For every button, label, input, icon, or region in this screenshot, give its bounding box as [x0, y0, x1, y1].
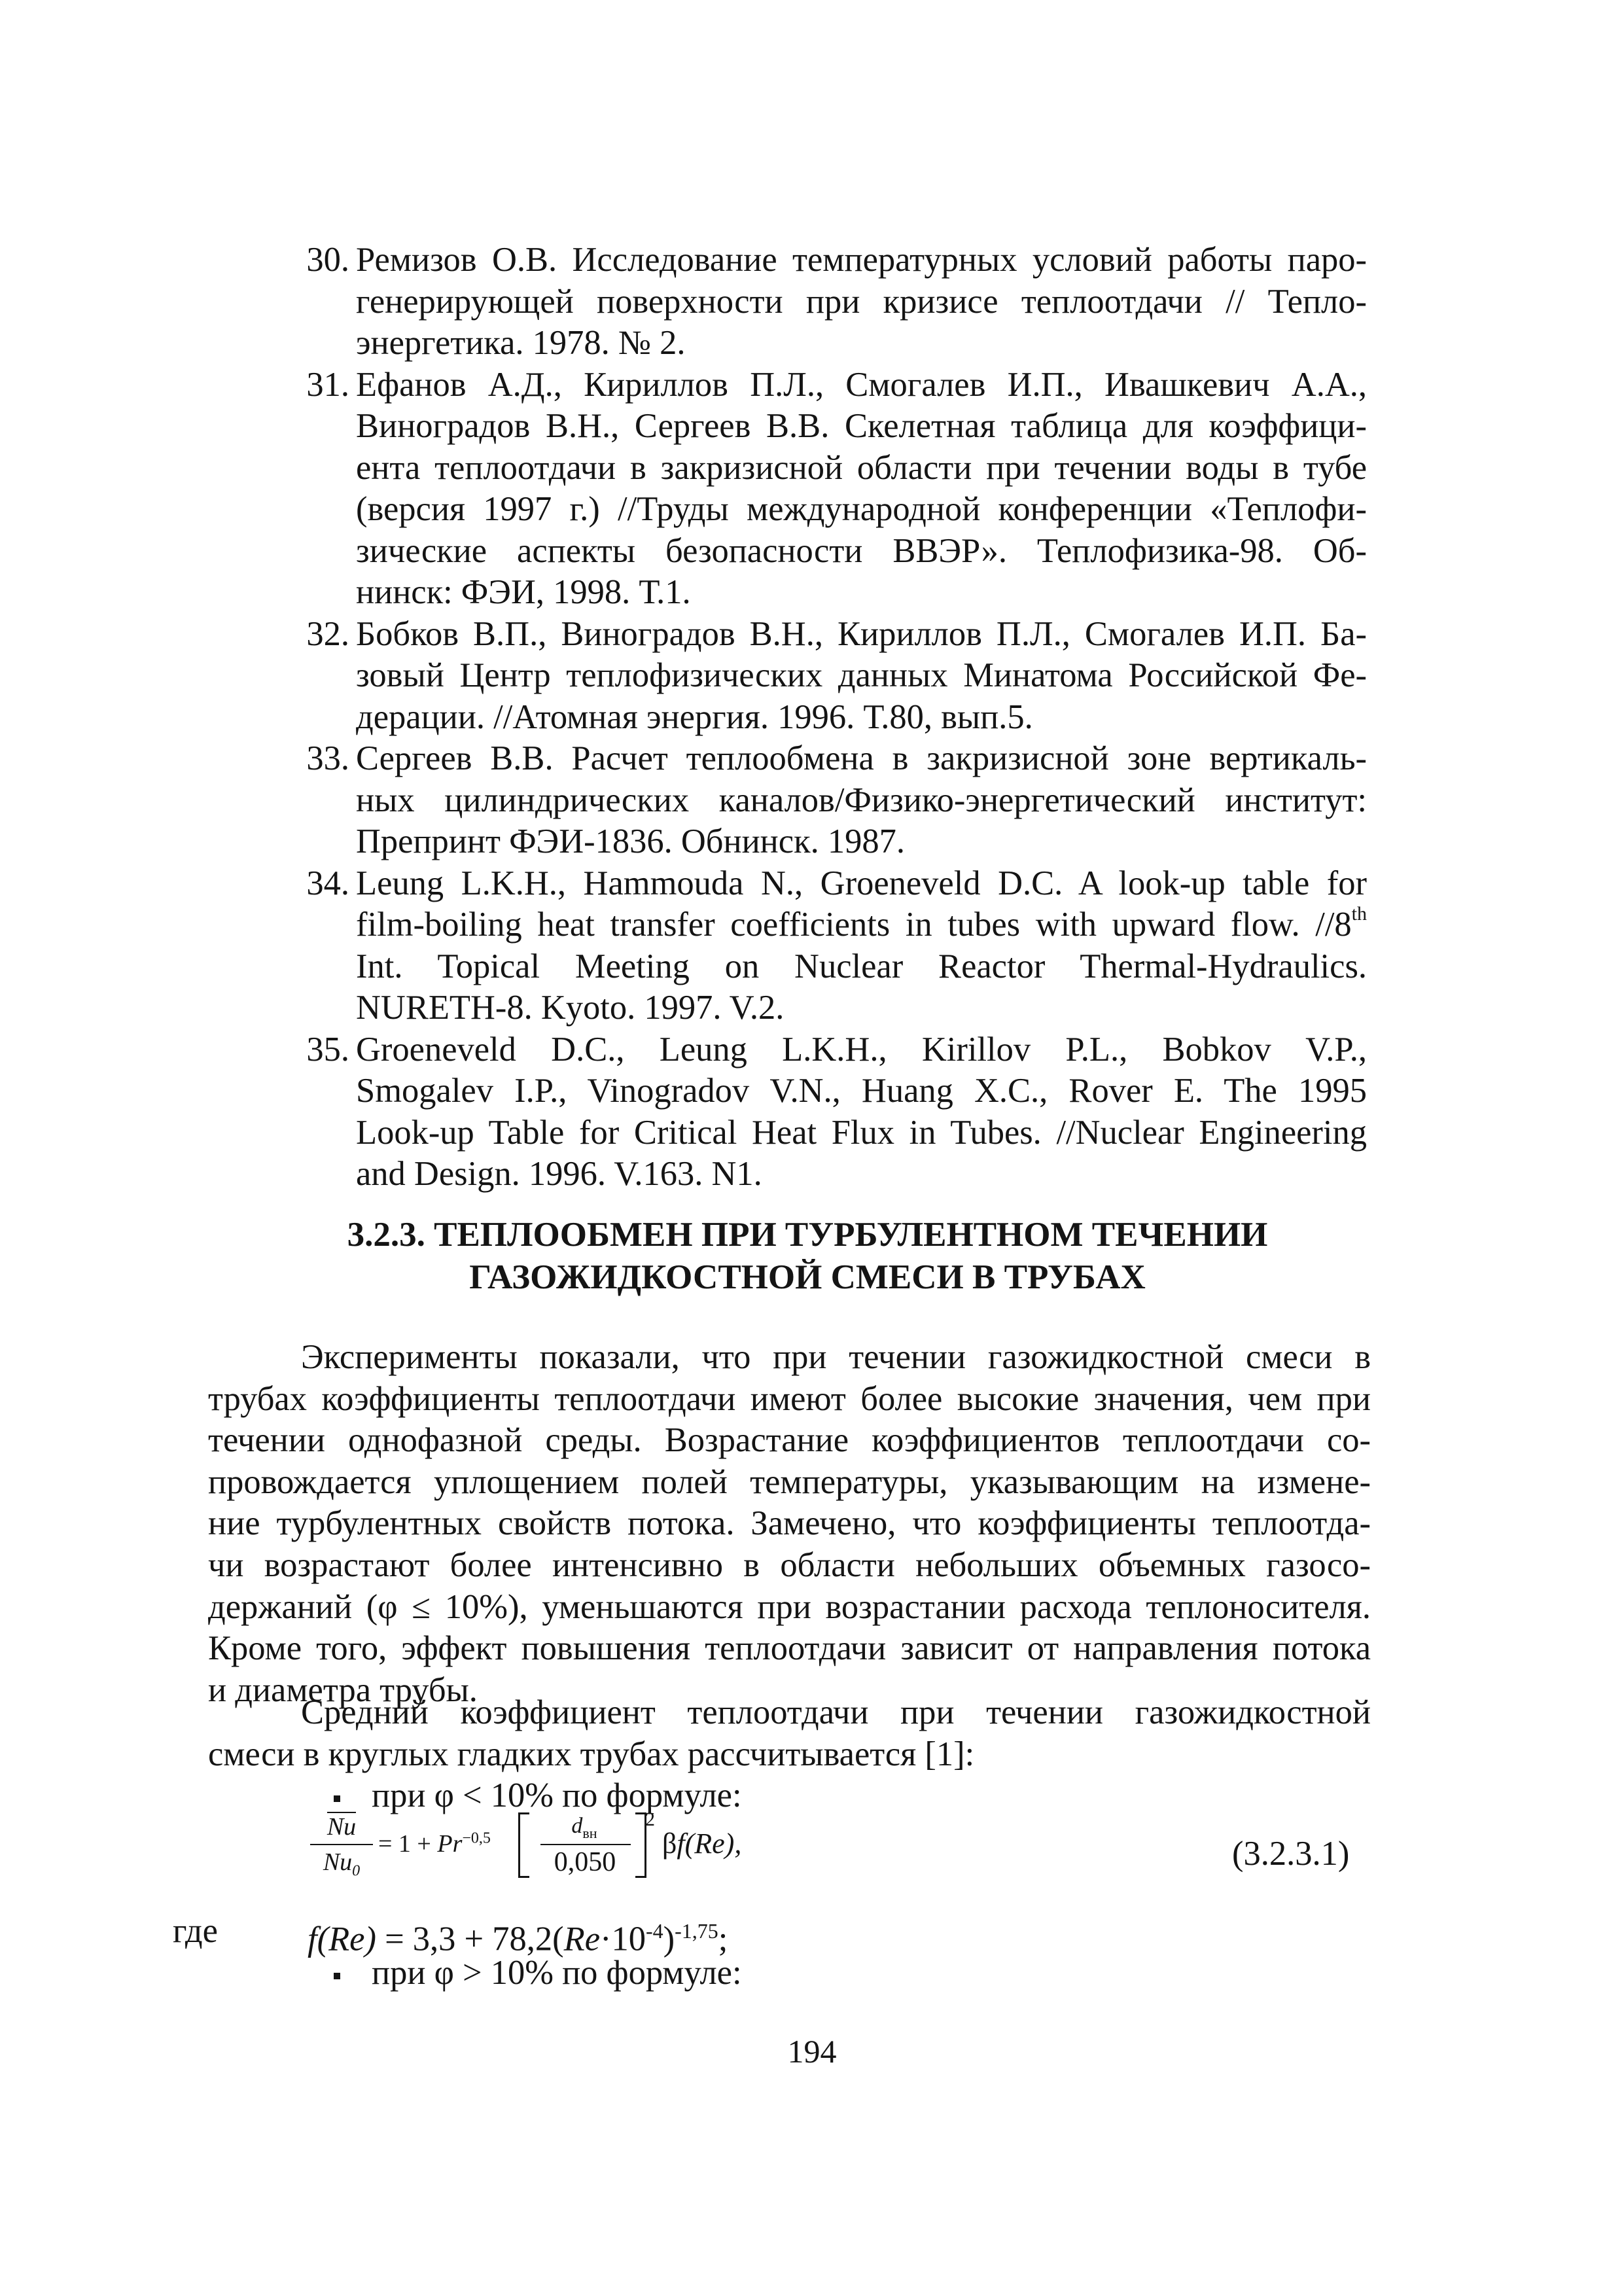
reference-number: 32. [306, 614, 349, 653]
reference-line: Ефанов А.Д., Кириллов П.Л., Смогалев И.П., Ивашкевич А.А., [356, 365, 1367, 404]
formula-3-2-3-1 [310, 1809, 1370, 1898]
reference-number: 33. [306, 739, 349, 777]
reference-line: Препринт ФЭИ-1836. Обнинск. 1987. [356, 822, 905, 860]
expr-part: ; [718, 1920, 728, 1958]
fraction-denominator [310, 1848, 373, 1886]
reference-line: Leung L.K.H., Hammouda N., Groeneveld D.C. A look-up table for [356, 864, 1367, 902]
reference-line: Look-up Table for Critical Heat Flux in Tubes. //Nuclear Engineering [356, 1113, 1367, 1152]
reference-line: and Design. 1996. V.163. N1. [356, 1155, 762, 1193]
bullet-item [334, 1775, 742, 1817]
reference-line: (версия 1997 г.) //Труды международной конференции «Теплофи- [356, 490, 1367, 528]
reference-line: зические аспекты безопасности ВВЭР». Теплофизика-98. Об- [356, 531, 1367, 570]
reference-list [245, 239, 1370, 1195]
function-definition: f(Re) [308, 1920, 376, 1958]
prandtl-exponent: −0,5 [462, 1829, 491, 1847]
reference-line: Сергеев В.В. Расчет теплообмена в закризисной зоне вертикаль- [356, 739, 1367, 777]
reference-line: NURETH-8. Kyoto. 1997. V.2. [356, 989, 785, 1027]
reference-line: Ремизов О.В. Исследование температурных условий работы паро- [356, 241, 1367, 279]
bullet-text: при φ < 10% по формуле: [372, 1776, 742, 1814]
reference-line: нинск: ФЭИ, 1998. Т.1. [356, 573, 691, 611]
prandtl-symbol: Pr [437, 1830, 463, 1858]
formula-tail [662, 1827, 741, 1860]
bracket-numerator [535, 1814, 633, 1842]
paragraph-line: Эксперименты показали, что при течении газожидкостной смеси в [301, 1338, 1371, 1376]
diameter-subscript: вн [582, 1824, 597, 1841]
reference-line: зовый Центр теплофизических данных Минатома Российской Фе- [356, 656, 1367, 694]
where-label: где [173, 1912, 218, 1950]
page-number: 194 [787, 2033, 837, 2070]
reference-line: энергетика. 1978. № 2. [356, 324, 686, 362]
reference-line: Виноградов В.Н., Сергеев В.В. Скелетная таблица для коэффици- [356, 407, 1367, 445]
section-heading [245, 1214, 1370, 1299]
reference-number: 30. [306, 241, 349, 279]
paragraph-line: течении однофазной среды. Возрастание коэффициентов теплоотдачи со- [208, 1421, 1371, 1460]
reference-line: дерации. //Атомная энергия. 1996. Т.80, вып.5. [356, 698, 1033, 736]
beta-symbol: β [662, 1828, 677, 1860]
paragraph-line: Средний коэффициент теплоотдачи при течении газожидкостной [301, 1693, 1371, 1731]
reference-number: 34. [306, 864, 349, 902]
bracket-denominator: 0,050 [554, 1847, 616, 1877]
reynolds-symbol: Re [563, 1920, 601, 1958]
reference-line: Groeneveld D.C., Leung L.K.H., Kirillov P.L., Bobkov V.P., [356, 1030, 1367, 1069]
reference-number: 31. [306, 365, 349, 404]
paragraph-average-coefficient [208, 1692, 1371, 1775]
reference-item [245, 364, 1370, 614]
fraction-bar [310, 1844, 373, 1845]
reference-line: ента теплоотдачи в закризисной области при течении воды в тубе [356, 448, 1367, 487]
expr-part: ) [663, 1920, 675, 1958]
paragraph-line: Кроме того, эффект повышения теплоотдачи зависит от направления потока [208, 1629, 1371, 1668]
expr-exponent: -4 [646, 1919, 663, 1943]
reference-item [245, 738, 1370, 863]
paragraph-line: трубах коэффициенты теплоотдачи имеют более высокие значения, чем при [208, 1379, 1371, 1418]
reference-item [245, 863, 1370, 1029]
section-title-line: 3.2.3. ТЕПЛООБМЕН ПРИ ТУРБУЛЕНТНОМ ТЕЧЕНИИ [347, 1216, 1268, 1254]
bracket-exponent: 2 [645, 1809, 655, 1830]
bullet-icon [334, 1973, 340, 1979]
reference-line: Smogalev I.P., Vinogradov V.N., Huang X.C., Rover E. The 1995 [356, 1072, 1367, 1110]
diameter-symbol: d [571, 1814, 583, 1838]
expr-part: ·10 [600, 1920, 646, 1958]
paragraph-line: чи возрастают более интенсивно в области небольших объемных газосо- [208, 1545, 1371, 1584]
function-argument: (Re), [684, 1828, 742, 1860]
numerator-text: Nu [327, 1813, 357, 1841]
section-title-line: ГАЗОЖИДКОСТНОЙ СМЕСИ В ТРУБАХ [469, 1258, 1146, 1296]
reference-line: ных цилиндрических каналов/Физико-энергетический институт: [356, 781, 1367, 819]
paragraph-line: провождается уплощением полей температуры, указывающим на измене- [208, 1462, 1371, 1501]
expr-part: = 3,3 + 78,2( [376, 1920, 564, 1958]
ordinal-superscript: th [1351, 903, 1367, 925]
formula-middle-text: = 1 + [378, 1830, 431, 1858]
paragraph-line: держаний (φ ≤ 10%), уменьшаются при возрастании расхода теплоносителя. [208, 1587, 1371, 1626]
reference-number: 35. [306, 1030, 349, 1069]
paragraph-experiments [208, 1337, 1371, 1711]
reference-item [245, 239, 1370, 364]
formula-middle [378, 1829, 491, 1858]
reference-line: Int. Topical Meeting on Nuclear Reactor Thermal-Hydraulics. [356, 947, 1367, 985]
denominator-text: Nu [323, 1848, 353, 1876]
paragraph-line: и диаметра трубы. [208, 1670, 478, 1709]
reference-line: генерирующей поверхности при кризисе теплоотдачи // Тепло- [356, 282, 1367, 321]
function-symbol: f [677, 1828, 685, 1860]
fraction-numerator [310, 1812, 373, 1841]
reference-item [245, 614, 1370, 739]
paragraph-line: ние турбулентных свойств потока. Замечено, что коэффициенты теплоотда- [208, 1504, 1371, 1543]
reference-line: Бобков В.П., Виноградов В.Н., Кириллов П.Л., Смогалев И.П. Ба- [356, 614, 1367, 653]
bullet-icon [334, 1795, 340, 1802]
expr-exponent: -1,75 [675, 1919, 718, 1943]
reference-line-text: film-boiling heat transfer coefficients in tubes with upward flow. //8 [356, 906, 1352, 944]
bracket-fraction-bar [540, 1844, 631, 1845]
equation-number: (3.2.3.1) [1232, 1835, 1350, 1873]
bullet-item [334, 1952, 742, 1994]
reference-line [356, 904, 1367, 946]
denominator-subscript: 0 [352, 1862, 361, 1880]
reference-item [245, 1029, 1370, 1195]
bullet-text: при φ > 10% по формуле: [372, 1954, 742, 1992]
paragraph-line: смеси в круглых гладких трубах рассчитывается [1]: [208, 1735, 975, 1773]
